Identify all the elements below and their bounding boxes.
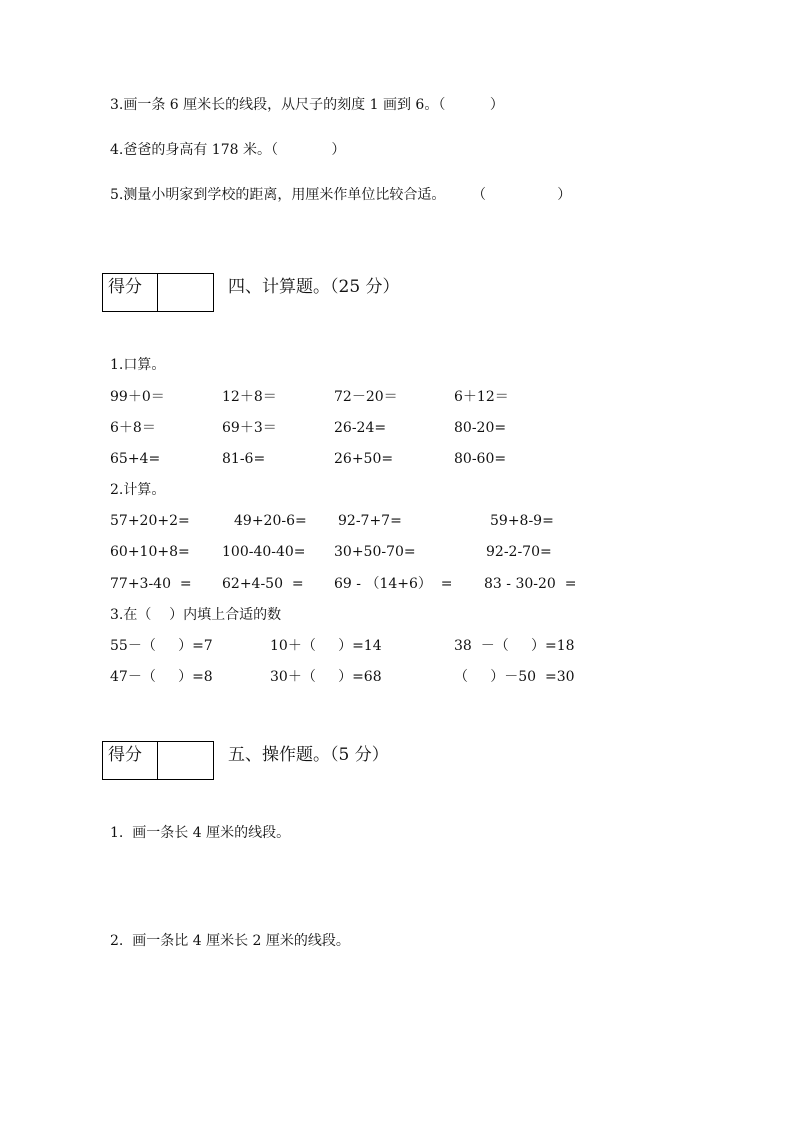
- q3-cell: 30＋（ ）=68: [270, 669, 382, 685]
- q2-label: 2.计算。: [110, 482, 166, 498]
- q2-cell: 83 - 30-20 =: [484, 576, 577, 592]
- q3-label: 3.在（ ）内填上合适的数: [110, 607, 282, 623]
- q3-cell: 10＋（ ）=14: [270, 638, 382, 654]
- q1-cell: 26+50=: [334, 451, 394, 467]
- tf-item-5: 5.测量小明家到学校的距离，用厘米作单位比较合适。 （ ）: [110, 187, 572, 203]
- q3-cell: 47－（ ）=8: [110, 669, 213, 685]
- score-label: 得分: [103, 742, 158, 779]
- op-item-2: 2. 画一条比 4 厘米长 2 厘米的线段。: [110, 933, 350, 949]
- q2-cell: 92-2-70=: [486, 544, 552, 560]
- score-box-section4: [102, 273, 214, 312]
- q2-cell: 62+4-50 =: [222, 576, 304, 592]
- q1-cell: 26-24=: [334, 420, 387, 436]
- q2-cell: 92-7+7=: [338, 513, 402, 529]
- q2-cell: 57+20+2=: [110, 513, 190, 529]
- q2-cell: 49+20-6=: [234, 513, 307, 529]
- score-label: 得分: [103, 274, 158, 311]
- q2-cell: 60+10+8=: [110, 544, 190, 560]
- tf-item-4: 4.爸爸的身高有 178 米。（ ）: [110, 142, 346, 158]
- q1-cell: 80-20=: [454, 420, 507, 436]
- section5-title: 五、操作题。（5 分）: [228, 745, 389, 765]
- q1-cell: 99＋0＝: [110, 389, 165, 405]
- q1-cell: 72－20＝: [334, 389, 398, 405]
- q2-cell: 30+50-70=: [334, 544, 416, 560]
- score-blank[interactable]: [158, 274, 213, 311]
- q2-cell: 59+8-9=: [490, 513, 554, 529]
- q2-cell: 77+3-40 =: [110, 576, 192, 592]
- q1-cell: 80-60=: [454, 451, 507, 467]
- tf-item-3: 3.画一条 6 厘米长的线段，从尺子的刻度 1 画到 6。（ ）: [110, 97, 504, 113]
- score-box-section5: [102, 741, 214, 780]
- score-blank[interactable]: [158, 742, 213, 779]
- q1-cell: 81-6=: [222, 451, 266, 467]
- q1-cell: 69＋3＝: [222, 420, 277, 436]
- q1-cell: 6＋12＝: [454, 389, 509, 405]
- q3-cell: 55－（ ）=7: [110, 638, 213, 654]
- q1-cell: 65+4=: [110, 451, 161, 467]
- q1-label: 1.口算。: [110, 357, 166, 373]
- op-item-1: 1. 画一条长 4 厘米的线段。: [110, 825, 291, 841]
- q2-cell: 69 - （14+6） =: [334, 576, 453, 592]
- q1-cell: 6＋8＝: [110, 420, 156, 436]
- q3-cell: （ ）－50 =30: [454, 669, 575, 685]
- section4-title: 四、计算题。（25 分）: [228, 277, 400, 297]
- q2-cell: 100-40-40=: [222, 544, 306, 560]
- q1-cell: 12＋8＝: [222, 389, 277, 405]
- q3-cell: 38 －（ ）=18: [454, 638, 575, 654]
